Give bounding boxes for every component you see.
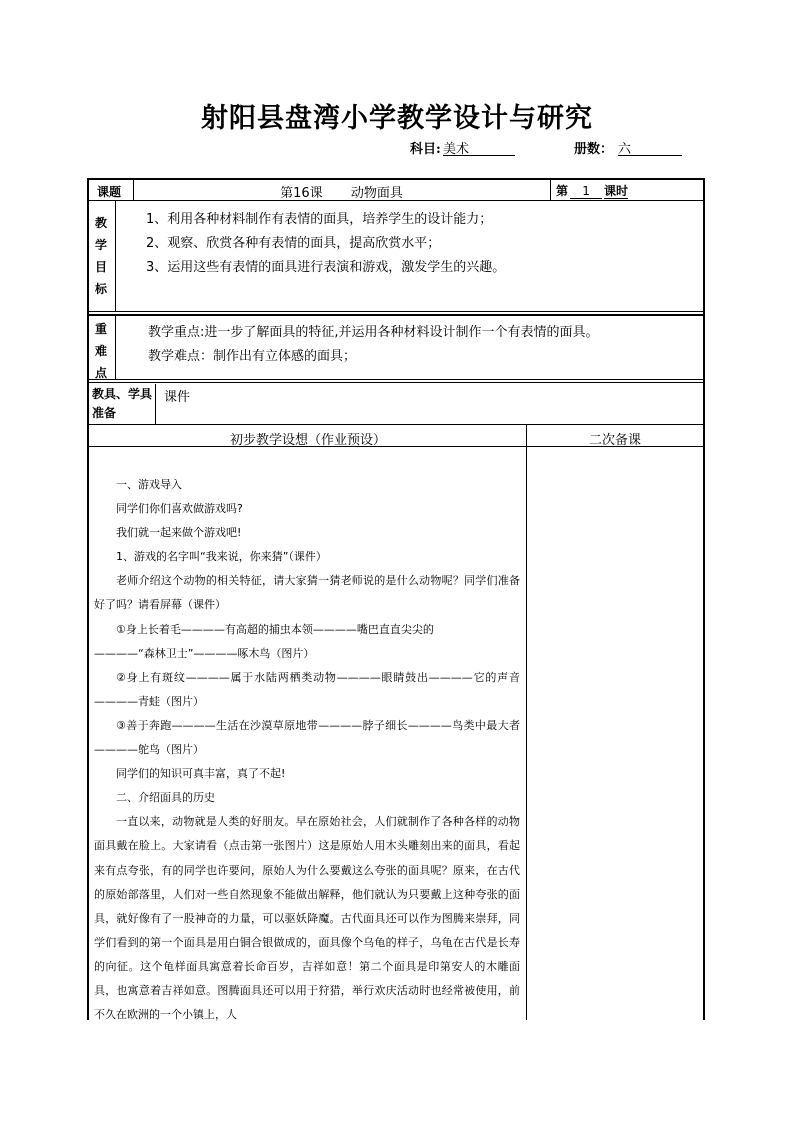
column-divider — [155, 384, 156, 424]
plan-paragraph: 我们就一起来做个游戏吧! — [116, 526, 242, 540]
plan-paragraph: 二、介绍面具的历史 — [116, 791, 215, 805]
plan-paragraph: 1、游戏的名字叫“我来说，你来猜”（课件） — [116, 550, 327, 564]
row-divider — [87, 424, 705, 425]
plan-paragraph: ————“森林卫士”————啄木鸟（图片） — [94, 646, 315, 660]
plan-paragraph: 同学们你们喜欢做游戏吗? — [116, 502, 243, 516]
column-divider — [115, 316, 116, 379]
topic-label: 课题 — [97, 185, 122, 199]
row-divider — [87, 311, 705, 312]
lesson-title: 动物面具 — [350, 186, 403, 201]
lesson-number: 第16课 — [280, 186, 323, 201]
column-divider — [550, 180, 551, 200]
plan-paragraph: 一、游戏导入 — [116, 478, 182, 491]
volume-label: 册数： — [574, 142, 614, 157]
plan-body — [94, 473, 520, 1027]
lesson-heading — [135, 182, 548, 201]
column-divider — [133, 180, 134, 200]
subject-value: 美术 — [443, 138, 515, 156]
plan-paragraph: ②身上有斑纹————属于水陆两栖类动物————眼睛鼓出————它的声音————青蛙（图片） — [94, 670, 520, 708]
plan-column-header: 初步教学设想（作业预设） — [229, 433, 386, 448]
plan-paragraph: ③善于奔跑————生活在沙漠草原地带————脖子细长————鸟类中最大者————鸵鸟（图片） — [94, 718, 520, 757]
key-difficulty: 教学难点：制作出有立体感的面具； — [148, 349, 357, 364]
preparation-value: 课件 — [164, 390, 191, 405]
row-divider — [87, 314, 705, 316]
column-divider — [526, 424, 527, 1020]
plan-paragraph: 老师介绍这个动物的相关特征，请大家猜一猜老师说的是什么动物呢？同学们准备好了吗？请看屏幕（课件） — [94, 574, 520, 612]
backup-column-header: 二次备课 — [588, 433, 641, 448]
subject-label: 科目: — [410, 142, 441, 157]
goal-item: 2、观察、欣赏各种有表情的面具，提高欣赏水平； — [146, 236, 441, 251]
row-divider — [87, 379, 705, 380]
row-divider — [87, 382, 705, 383]
preparation-label: 教具、学具准备 — [92, 387, 153, 420]
column-divider — [115, 200, 116, 311]
plan-paragraph: 一直以来，动物就是人类的好朋友。早在原始社会，人们就制作了各种各样的动物面具戴在脸上。大家请看（点击第一张图片）这是原始人用木头雕刻出来的面具，看起来有点夸张，有的同学也许要问，原始人为什么要戴这么夸张的面具呢？原来，在古代的原始部落里，人们对一些自然现象不能做出解释，他们就认为只要戴上这种夸张的面具，就好像有了一股神奇的力量，可以驱妖降魔。古代面具还可以作为图腾来崇拜，同学们看到的第一个面具是用白铜合银做成的，面具像个乌龟的样子，乌龟在古代是长寿的向征。这个龟样面具寓意着长命百岁，吉祥如意！第二个面具是印第安人的木雕面具，也寓意着吉祥如意。图腾面具还可以用于狩猎，举行欢庆活动时也经常被使用，前不久在欧洲的一个小镇上，人 — [94, 815, 520, 1022]
plan-paragraph: 同学们的知识可真丰富，真了不起! — [116, 767, 286, 781]
plan-paragraph: ①身上长着毛————有高超的捕虫本领————嘴巴直直尖尖的 — [116, 622, 434, 636]
keypoints-label: 重难点 — [94, 322, 107, 380]
period-field — [556, 182, 628, 199]
period-suffix: 课时 — [604, 184, 629, 198]
period-prefix: 第 — [556, 184, 569, 198]
page-title: 射阳县盘湾小学教学设计与研究 — [201, 103, 593, 134]
goal-item: 3、运用这些有表情的面具进行表演和游戏，激发学生的兴趣。 — [146, 260, 506, 275]
key-focus: 教学重点:进一步了解面具的特征,并运用各种材料设计制作一个有表情的面具。 — [148, 325, 599, 340]
goals-label: 教学目标 — [94, 216, 107, 296]
volume-value: 六 — [618, 138, 682, 156]
period-number: 1 — [570, 184, 602, 199]
goal-item: 1、利用各种材料制作有表情的面具，培养学生的设计能力； — [146, 212, 493, 227]
